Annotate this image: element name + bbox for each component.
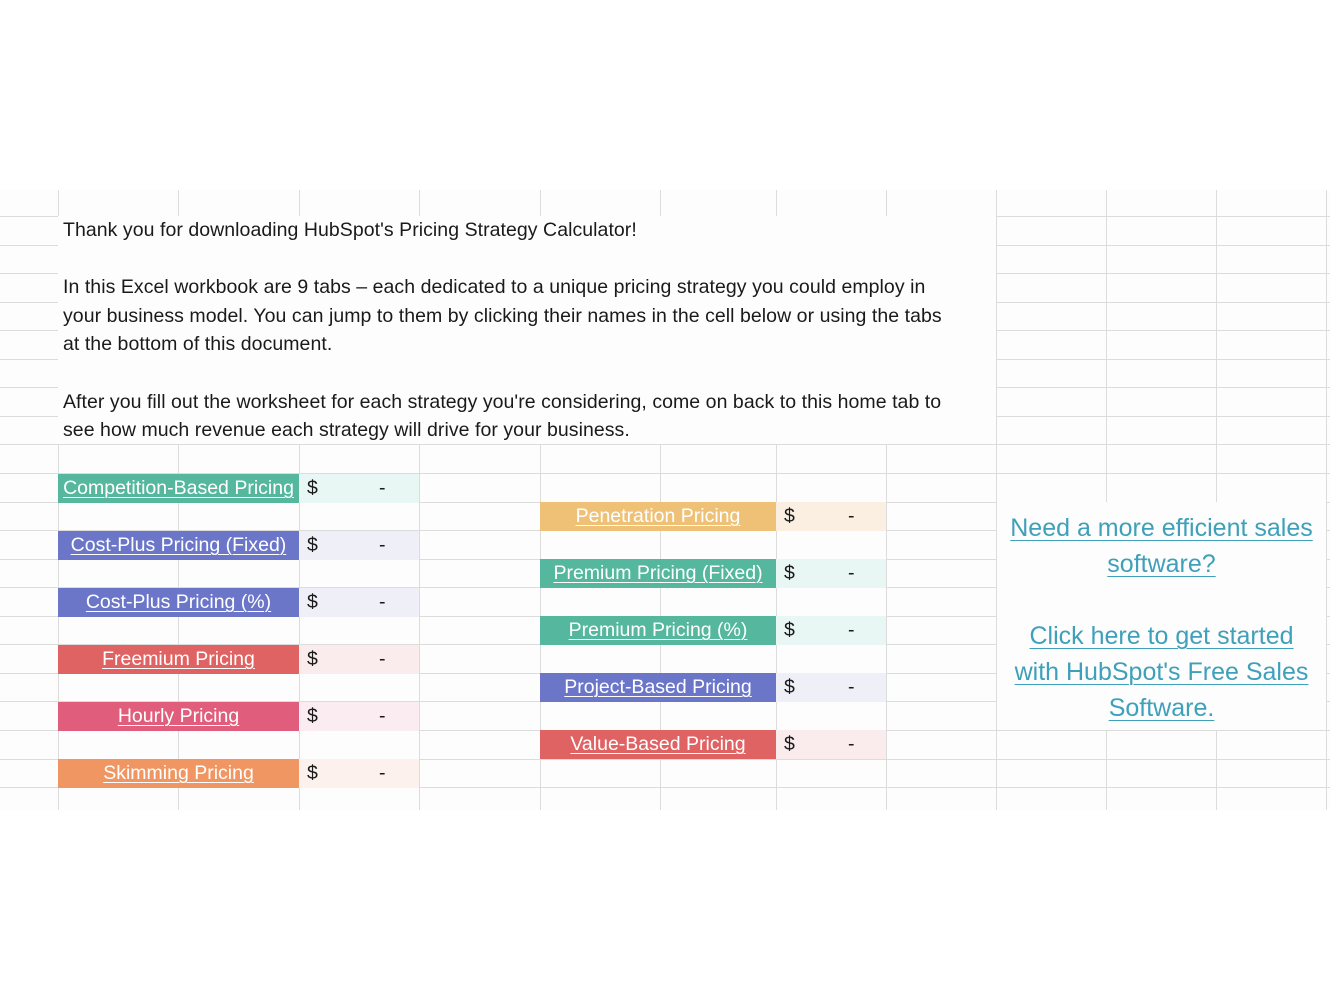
revenue-value: - (379, 705, 386, 727)
strategy-link-freemium[interactable]: Freemium Pricing (58, 645, 299, 674)
strategy-value-cell[interactable] (299, 645, 419, 674)
intro-heading: Thank you for downloading HubSpot's Pricing Strategy Calculator! (63, 219, 637, 241)
revenue-value: - (848, 562, 855, 584)
currency-symbol: $ (307, 705, 318, 727)
promo-cell (997, 502, 1326, 730)
strategy-value-cell[interactable] (776, 502, 886, 531)
promo-link-line[interactable]: Need a more efficient sales (1010, 514, 1313, 542)
intro-text-cell[interactable] (58, 216, 996, 445)
strategy-link-value-based[interactable]: Value-Based Pricing (540, 730, 776, 759)
revenue-value: - (848, 505, 855, 527)
strategy-value-cell[interactable] (776, 616, 886, 645)
revenue-value: - (379, 591, 386, 613)
spreadsheet-grid (0, 190, 1330, 810)
currency-symbol: $ (784, 619, 795, 641)
strategy-value-cell[interactable] (299, 531, 419, 560)
strategy-link-premium-percent[interactable]: Premium Pricing (%) (540, 616, 776, 645)
strategy-value-cell[interactable] (776, 559, 886, 588)
revenue-value: - (379, 477, 386, 499)
revenue-value: - (848, 733, 855, 755)
strategy-link-skimming[interactable]: Skimming Pricing (58, 759, 299, 788)
strategy-link-penetration[interactable]: Penetration Pricing (540, 502, 776, 531)
revenue-value: - (379, 534, 386, 556)
strategy-value-cell[interactable] (776, 730, 886, 759)
revenue-value: - (379, 648, 386, 670)
strategy-value-cell[interactable] (776, 673, 886, 702)
currency-symbol: $ (307, 648, 318, 670)
currency-symbol: $ (784, 733, 795, 755)
currency-symbol: $ (307, 477, 318, 499)
hubspot-sales-software-link[interactable]: Software. (1108, 694, 1215, 722)
promo-link-line[interactable]: software? (1107, 550, 1216, 578)
strategy-value-cell[interactable] (299, 759, 419, 788)
strategy-link-cost-plus-fixed[interactable]: Cost-Plus Pricing (Fixed) (58, 531, 299, 560)
strategy-link-cost-plus-percent[interactable]: Cost-Plus Pricing (%) (58, 588, 299, 617)
revenue-value: - (848, 676, 855, 698)
strategy-link-premium-fixed[interactable]: Premium Pricing (Fixed) (540, 559, 776, 588)
strategy-link-competition-based[interactable]: Competition-Based Pricing (58, 474, 299, 503)
currency-symbol: $ (784, 562, 795, 584)
intro-paragraph-line: In this Excel workbook are 9 tabs – each dedicated to a unique pricing strategy you could employ in (63, 276, 926, 299)
currency-symbol: $ (307, 591, 318, 613)
strategy-link-project-based[interactable]: Project-Based Pricing (540, 673, 776, 702)
intro-paragraph-line: your business model. You can jump to them by clicking their names in the cell below or using the tabs (63, 304, 942, 327)
hubspot-sales-software-link[interactable]: with HubSpot's Free Sales (1014, 658, 1309, 686)
strategy-value-cell[interactable] (299, 474, 419, 503)
intro-paragraph-line: at the bottom of this document. (63, 333, 333, 356)
intro-paragraph-line: After you fill out the worksheet for each strategy you're considering, come on back to this home tab to (63, 390, 942, 413)
currency-symbol: $ (307, 762, 318, 784)
strategy-value-cell[interactable] (299, 702, 419, 731)
grid-column-line (1326, 190, 1327, 810)
currency-symbol: $ (784, 505, 795, 527)
intro-paragraph-line: see how much revenue each strategy will drive for your business. (63, 419, 630, 442)
currency-symbol: $ (307, 534, 318, 556)
hubspot-sales-software-link[interactable]: Click here to get started (1029, 622, 1294, 650)
revenue-value: - (379, 762, 386, 784)
currency-symbol: $ (784, 676, 795, 698)
strategy-link-hourly[interactable]: Hourly Pricing (58, 702, 299, 731)
revenue-value: - (848, 619, 855, 641)
strategy-value-cell[interactable] (299, 588, 419, 617)
